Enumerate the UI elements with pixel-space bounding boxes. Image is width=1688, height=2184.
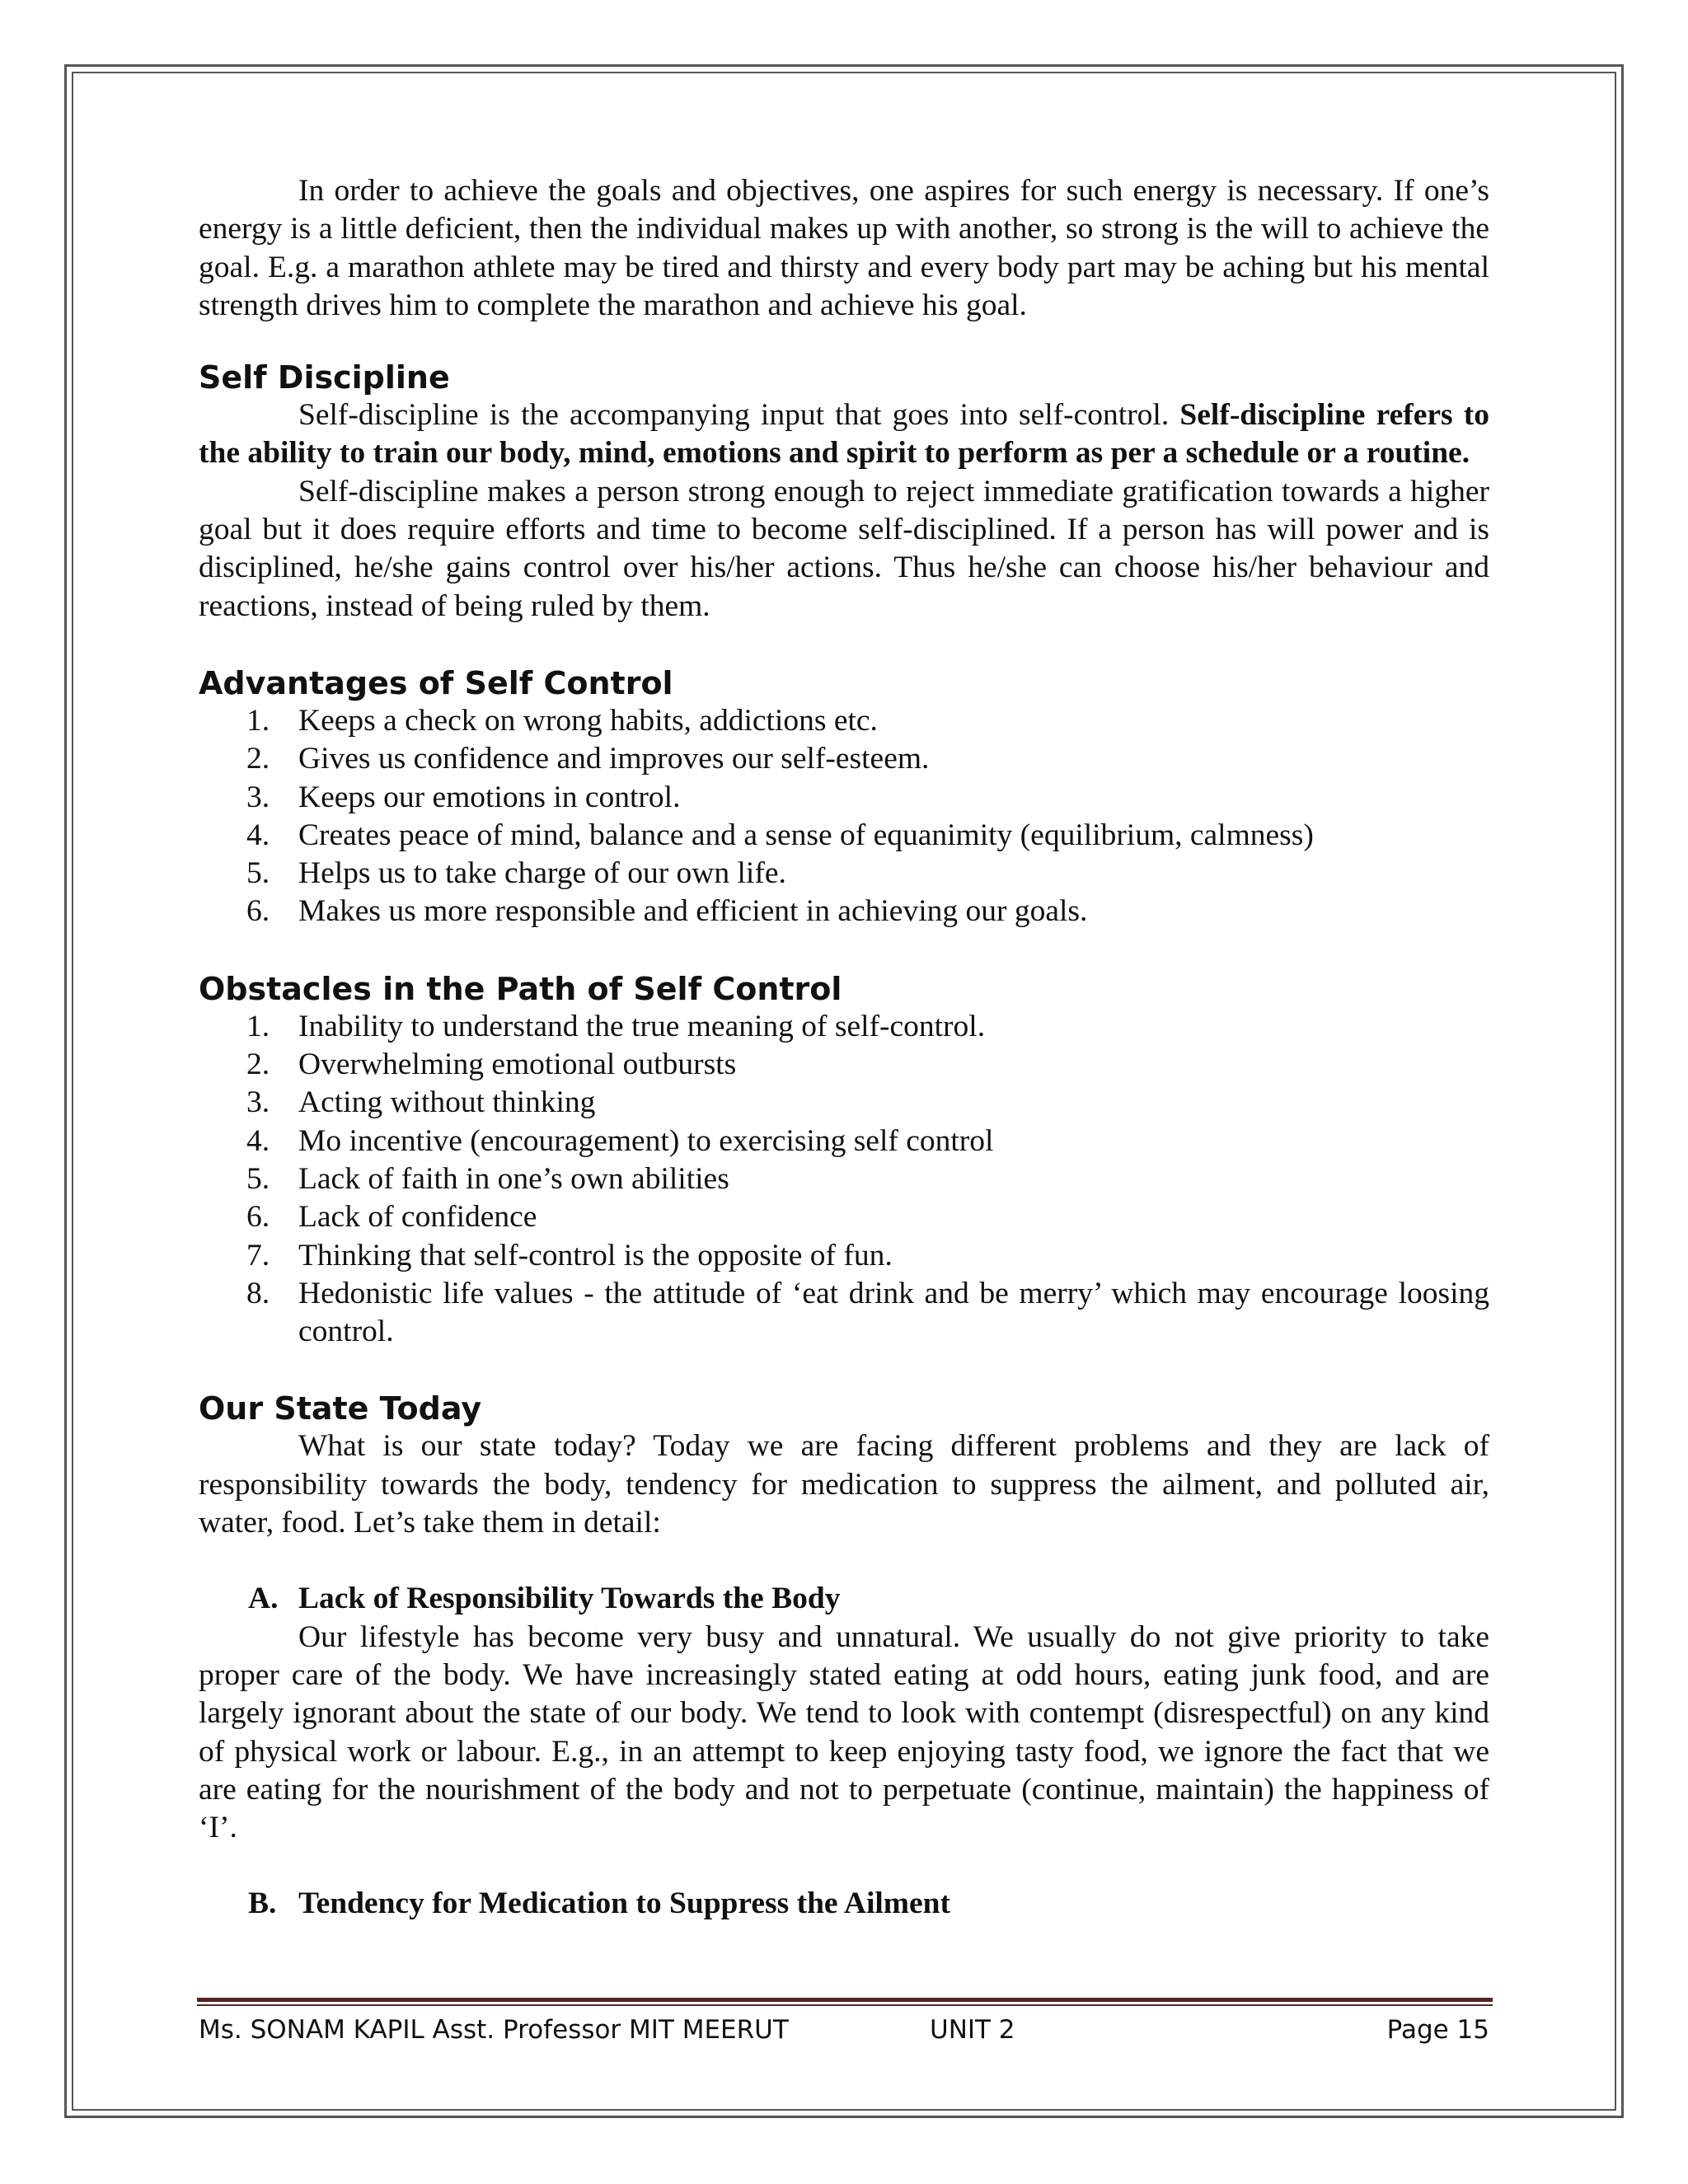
list-number: 5. xyxy=(246,1161,270,1196)
subheading-a xyxy=(199,1580,1489,1618)
list-number: 3. xyxy=(246,1085,270,1120)
list-item-text: Lack of confidence xyxy=(298,1200,537,1235)
list-item xyxy=(199,1237,1489,1275)
list-item-text: Hedonistic life values - the attitude of ‘eat drink and be merry’ which may encourage loosing control. xyxy=(298,1276,1489,1349)
obstacles-list xyxy=(199,1008,1489,1352)
list-item-text: Overwhelming emotional outbursts xyxy=(298,1047,737,1082)
page-content xyxy=(199,172,1489,1924)
list-item xyxy=(199,779,1489,817)
subheading-label: A. xyxy=(248,1582,279,1616)
list-item xyxy=(199,1084,1489,1122)
self-discipline-definition xyxy=(199,396,1489,473)
advantages-heading: Advantages of Self Control xyxy=(199,664,673,701)
footer-author: Ms. SONAM KAPIL Asst. Professor MIT MEERUT xyxy=(199,2015,789,2045)
self-discipline-bold-definition: Self-discipline refers to the ability to train our body, mind, emotions and spirit to perform as per a schedule or a routine. xyxy=(199,398,1489,471)
self-discipline-intro-text: Self-discipline is the accompanying input that goes into self-control. xyxy=(298,398,1180,433)
list-item-text: Helps us to take charge of our own life. xyxy=(298,856,786,891)
list-item xyxy=(199,1008,1489,1046)
footer-page-number: Page 15 xyxy=(1386,2015,1489,2045)
list-item-text: Creates peace of mind, balance and a sense of equanimity (equilibrium, calmness) xyxy=(298,818,1314,852)
list-item-text: Thinking that self-control is the opposite of fun. xyxy=(298,1238,893,1272)
list-number: 2. xyxy=(246,742,270,776)
intro-paragraph: In order to achieve the goals and objectives, one aspires for such energy is necessary. If one’s energy is a little deficient, then the individual makes up with another, so strong is the will to achieve the goal. E.g. a marathon athlete may be tired and thirsty and every body part may be aching but his mental strength drives him to complete the marathon and achieve his goal. xyxy=(199,174,1489,322)
list-item xyxy=(199,893,1489,930)
list-item-text: Mo incentive (encouragement) to exercising self control xyxy=(298,1123,994,1158)
list-number: 1. xyxy=(246,1009,270,1043)
self-discipline-heading: Self Discipline xyxy=(199,359,450,396)
list-item xyxy=(199,817,1489,855)
footer-rule-thick xyxy=(197,1998,1493,2002)
subheading-b xyxy=(199,1885,1489,1923)
advantages-list xyxy=(199,702,1489,931)
list-item-text: Gives us confidence and improves our self-esteem. xyxy=(298,742,930,776)
list-number: 3. xyxy=(246,780,270,814)
list-item xyxy=(199,855,1489,893)
subsection-a-paragraph: Our lifestyle has become very busy and unnatural. We usually do not give priority to take proper care of the body. We have increasingly stated eating at odd hours, eating junk food, and are largely ignorant about the state of our body. We tend to look with contempt (disrespectful) on any kind of physical work or labour. E.g., in an attempt to keep enjoying tasty food, we ignore the fact that we are eating for the nourishment of the body and not to perpetuate (continue, maintain) the happiness of ‘I’. xyxy=(199,1619,1489,1845)
subheading-title: Lack of Responsibility Towards the Body xyxy=(298,1582,841,1616)
state-today-heading: Our State Today xyxy=(199,1390,482,1427)
list-number: 1. xyxy=(246,703,270,738)
list-item xyxy=(199,1160,1489,1198)
list-item xyxy=(199,702,1489,740)
footer-unit: UNIT 2 xyxy=(930,2015,1015,2045)
subheading-title: Tendency for Medication to Suppress the Ailment xyxy=(298,1886,951,1921)
list-number: 8. xyxy=(246,1276,270,1310)
state-today-paragraph: What is our state today? Today we are facing different problems and they are lack of responsibility towards the body, tendency for medication to suppress the ailment, and polluted air, water, food. Let’s take them in detail: xyxy=(199,1429,1489,1540)
list-item xyxy=(199,1122,1489,1160)
list-item-text: Lack of faith in one’s own abilities xyxy=(298,1161,729,1196)
list-item-text: Makes us more responsible and efficient in achieving our goals. xyxy=(298,894,1088,929)
obstacles-heading: Obstacles in the Path of Self Control xyxy=(199,970,842,1007)
list-item xyxy=(199,740,1489,778)
list-item-text: Acting without thinking xyxy=(298,1085,596,1120)
list-number: 6. xyxy=(246,1200,270,1235)
list-number: 4. xyxy=(246,818,270,852)
list-item xyxy=(199,1198,1489,1236)
list-item xyxy=(199,1046,1489,1084)
self-discipline-paragraph: Self-discipline makes a person strong enough to reject immediate gratification towards a higher goal but it does require efforts and time to become self-disciplined. If a person has will power and is disciplined, he/she gains control over his/her actions. Thus he/she can choose his/her behaviour and reactions, instead of being ruled by them. xyxy=(199,474,1489,623)
list-item-text: Keeps a check on wrong habits, addictions etc. xyxy=(298,703,878,738)
list-number: 6. xyxy=(246,894,270,929)
list-item xyxy=(199,1275,1489,1352)
footer-rule-thin xyxy=(197,2004,1493,2006)
subheading-label: B. xyxy=(248,1886,277,1921)
list-number: 5. xyxy=(246,856,270,891)
list-item-text: Keeps our emotions in control. xyxy=(298,780,681,814)
list-number: 4. xyxy=(246,1123,270,1158)
list-number: 2. xyxy=(246,1047,270,1082)
list-item-text: Inability to understand the true meaning of self-control. xyxy=(298,1009,986,1043)
list-number: 7. xyxy=(246,1238,270,1272)
